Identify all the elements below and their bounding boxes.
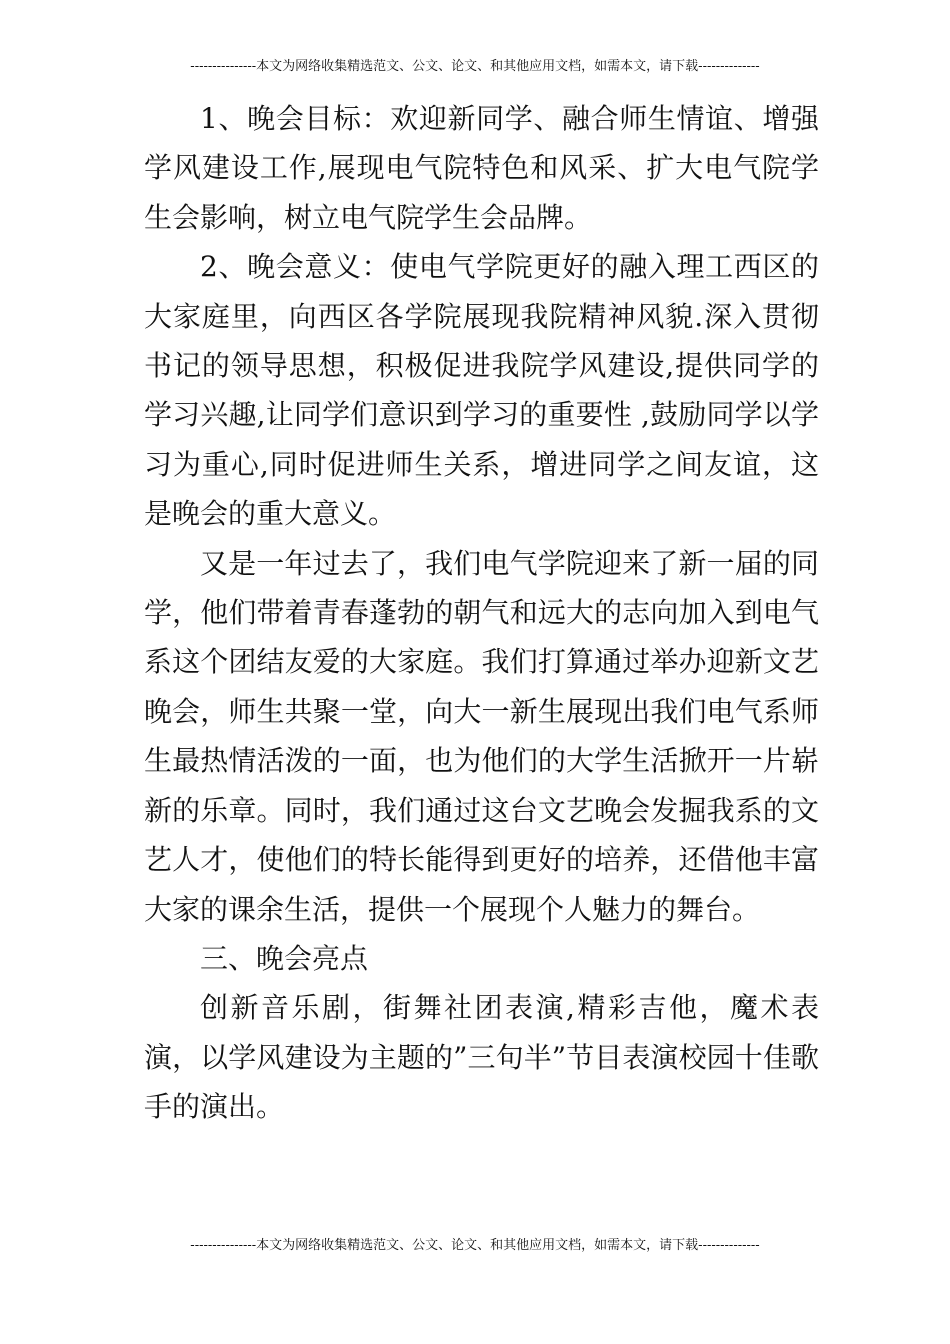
paragraph-introduction: 又是一年过去了，我们电气学院迎来了新一届的同学，他们带着青春蓬勃的朝气和远大的志向加入到电气系这个团结友爱的大家庭。我们打算通过举办迎新文艺晚会，师生共聚一堂，向大一新生展现出我们电气系师生最热情活泼的一面，也为他们的大学生活掀开一片崭新的乐章。同时，我们通过这台文艺晚会发掘我系的文艺人才，使他们的特长能得到更好的培养，还借他丰富大家的课余生活，提供一个展现个人魅力的舞台。 — [144, 546, 819, 926]
paragraph-party-goal: 1、晚会目标：欢迎新同学、融合师生情谊、增强学风建设工作,展现电气院特色和风采、扩大电气院学生会影响，树立电气院学生会品牌。 — [144, 102, 819, 234]
footer-download-notice: ---------------本文为网络收集精选范文、公文、论文、和其他应用文档，如需本文，请下载-------------- — [190, 1238, 760, 1253]
section-heading-highlights: 三、晚会亮点 — [200, 941, 369, 975]
paragraph-highlights: 创新音乐剧，街舞社团表演,精彩吉他，魔术表演，以学风建设为主题的”三句半”节目表演校园十佳歌手的演出。 — [144, 991, 819, 1124]
document-body — [144, 94, 819, 1132]
paragraph-party-significance: 2、晚会意义：使电气学院更好的融入理工西区的大家庭里，向西区各学院展现我院精神风貌.深入贯彻书记的领导思想，积极促进我院学风建设,提供同学的学习兴趣,让同学们意识到学习的重要性 ,鼓励同学以学习为重心,同时促进师生关系，增进同学之间友谊，这是晚会的重大意义。 — [144, 250, 819, 531]
header-download-notice: ---------------本文为网络收集精选范文、公文、论文、和其他应用文档，如需本文，请下载-------------- — [190, 59, 760, 74]
